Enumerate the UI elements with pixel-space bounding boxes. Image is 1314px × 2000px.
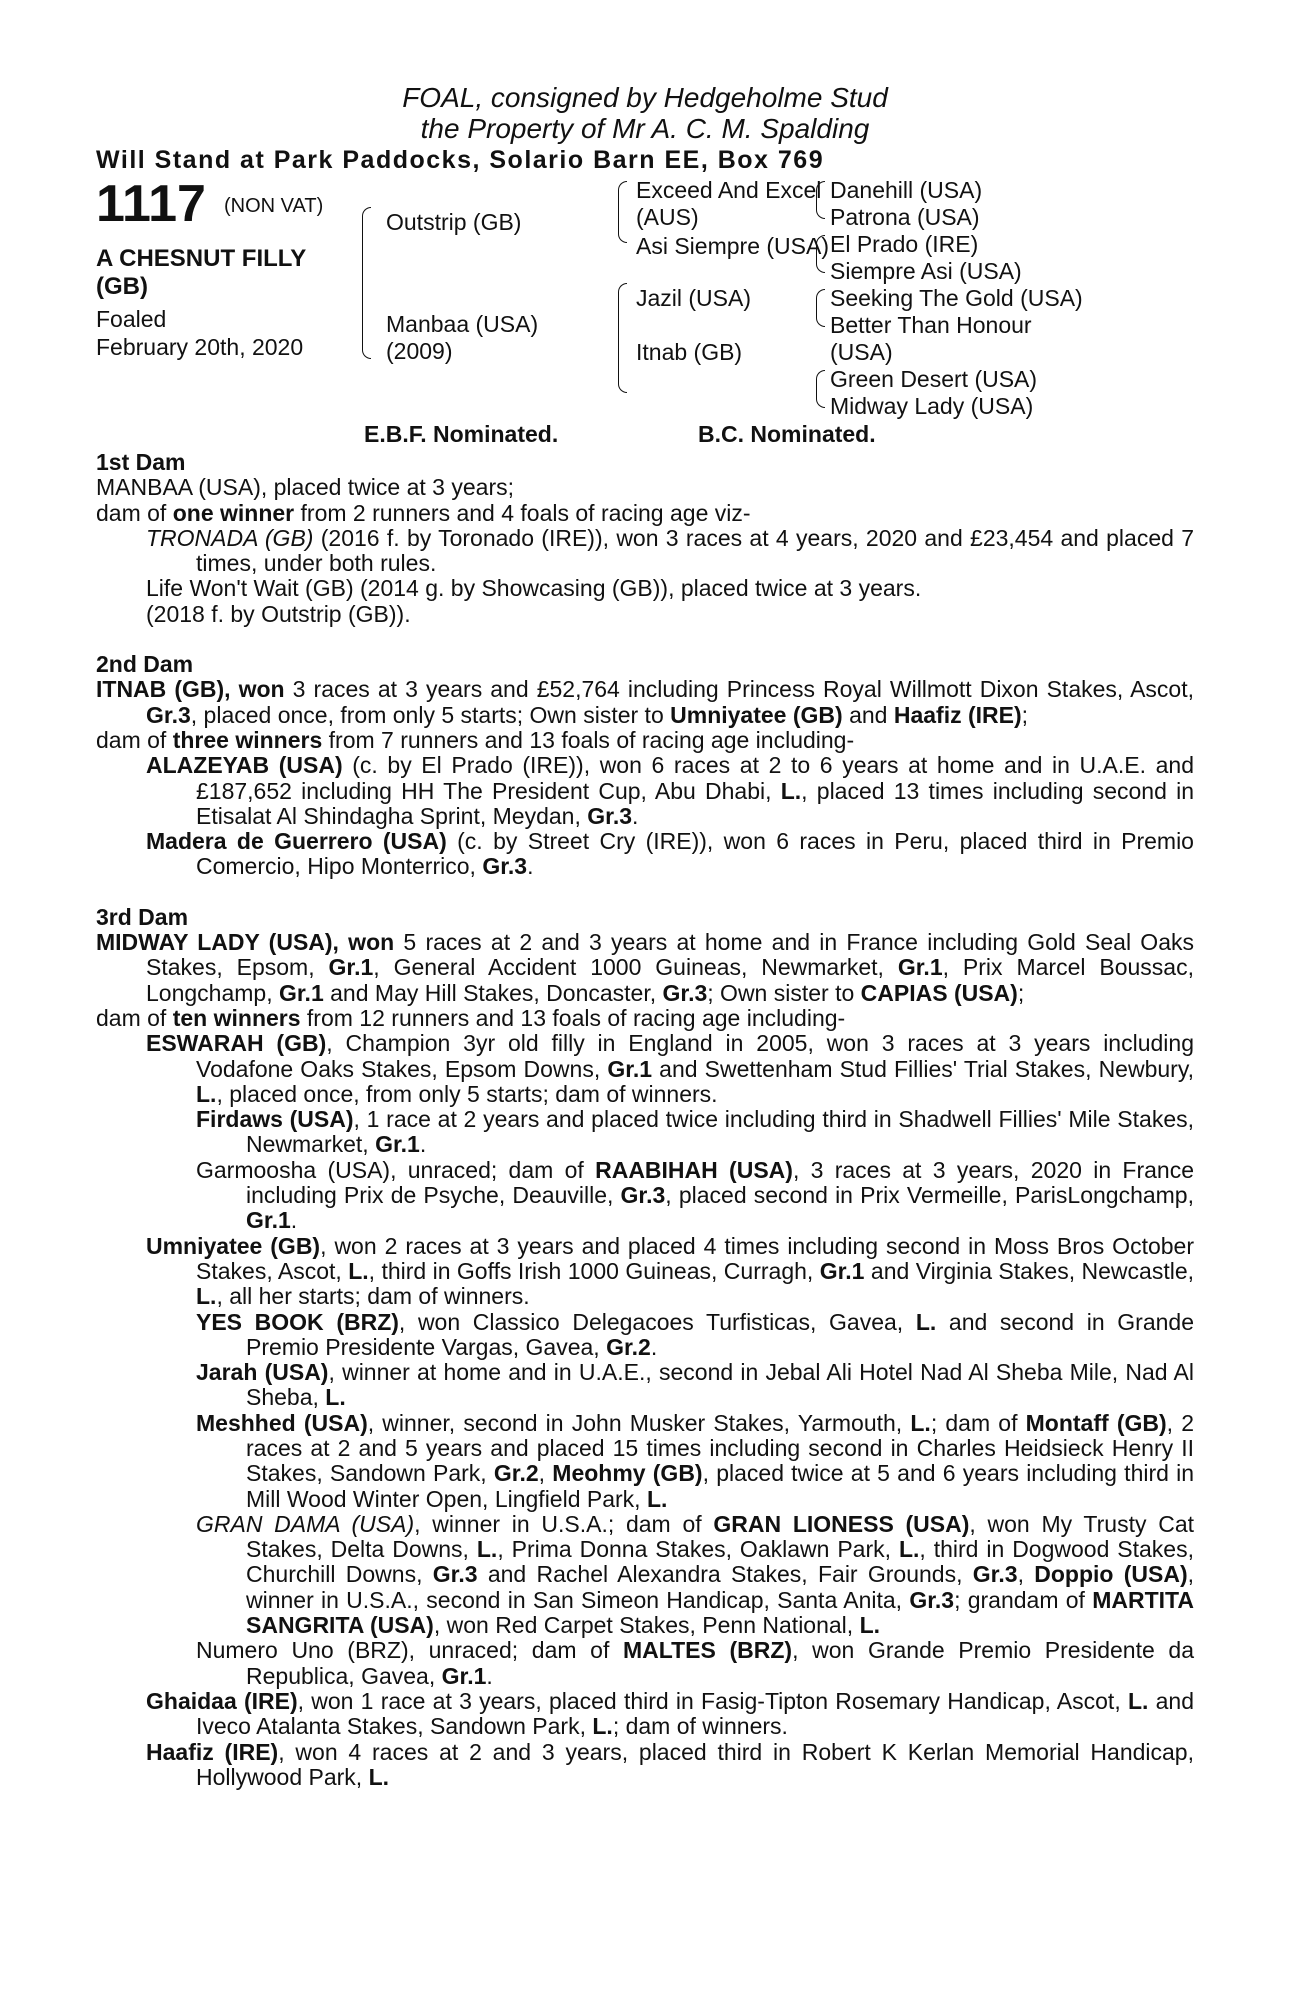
produce-line: dam of one winner from 2 runners and 4 foals of racing age viz-: [96, 499, 751, 526]
grand-produce-entry: GRAN DAMA (USA), winner in U.S.A.; dam of GRAN LIONESS (USA), won My Trusty Cat Stakes, Delta Downs, L., Prima Donna Stakes, Oaklawn Park, L., third in Dogwood Stakes, Churchill Downs, Gr.3 and Rachel Alexandra Stakes, Fair Grounds, Gr.3, Doppio (USA), winner in U.S.A., second in San Simeon Handicap, Santa Anita, Gr.3; grandam of MARTITA SANGRITA (USA), won Red Carpet Stakes, Penn National, L.: [196, 1510, 1195, 1639]
produce-entry: Umniyatee (GB), won 2 races at 3 years and placed 4 times including second in Moss Bros October Stakes, Ascot, L., third in Goffs Irish 1000 Guineas, Curragh, Gr.1 and Virginia Stakes, Newcastle, L., all her starts; dam of winners.: [146, 1232, 1194, 1310]
grand-produce-entry: Firdaws (USA), 1 race at 2 years and placed twice including third in Shadwell Fillies' Mile Stakes, Newmarket, Gr.1.: [196, 1106, 1194, 1158]
grand-produce-entry: Garmoosha (USA), unraced; dam of RAABIHAH (USA), 3 races at 3 years, 2020 in France including Prix de Psyche, Deauville, Gr.3, placed second in Prix Vermeille, ParisLongchamp, Gr.1.: [196, 1156, 1194, 1234]
section-title: 1st Dam: [96, 449, 186, 475]
pedigree-brace: [618, 181, 627, 243]
section-title: 3rd Dam: [96, 903, 189, 930]
sire: Outstrip (GB): [386, 209, 522, 235]
stand-location: Will Stand at Park Paddocks, Solario Barn EE, Box 769: [96, 146, 825, 174]
second-dam-section: [96, 652, 1194, 880]
produce-entry: ALAZEYAB (USA) (c. by El Prado (IRE)), won 6 races at 2 to 6 years at home and in U.A.E. and £187,652 including HH The President Cup, Abu Dhabi, L., placed 13 times including second in Etisalat Al Shindagha Sprint, Meydan, Gr.3.: [146, 752, 1194, 829]
produce-line: dam of three winners from 7 runners and 13 foals of racing age including-: [96, 726, 855, 753]
pedigree-brace: [816, 181, 825, 219]
dam-dam: Itnab (GB): [636, 339, 743, 365]
catalogue-page: [96, 82, 1194, 1790]
dam-sire: Jazil (USA): [636, 285, 752, 311]
produce-entry: Haafiz (IRE), won 4 races at 2 and 3 years, placed third in Robert K Kerlan Memorial Handicap, Hollywood Park, L.: [146, 1738, 1194, 1790]
sss: Danehill (USA): [830, 177, 983, 203]
consignor-header: [96, 82, 1194, 144]
horse-name: A CHESNUT FILLY (GB): [96, 245, 307, 300]
foaled-date: Foaled February 20th, 2020: [96, 306, 304, 360]
consignor-line: FOAL, consigned by Hedgeholme Stud: [402, 82, 888, 113]
produce-entry: ESWARAH (GB), Champion 3yr old filly in England in 2005, won 3 races at 3 years including Vodafone Oaks Stakes, Epsom Downs, Gr.1 and Swettenham Stud Fillies' Trial Stakes, Newbury, L., placed once, from only 5 starts; dam of winners.: [146, 1030, 1195, 1107]
grand-produce-entry: Numero Uno (BRZ), unraced; dam of MALTES (BRZ), won Grande Premio Presidente da Republica, Gavea, Gr.1.: [196, 1637, 1194, 1689]
pedigree-brace: [816, 370, 825, 408]
section-title: 2nd Dam: [96, 651, 194, 678]
lot-pedigree-block: [96, 175, 1194, 450]
lot-number: 1117: [96, 175, 206, 233]
pedigree-brace: [816, 289, 825, 327]
produce-entry: TRONADA (GB) (2016 f. by Toronado (IRE)), won 3 races at 4 years, 2020 and £23,454 and placed 7 times, under both rules.: [146, 524, 1194, 577]
dam-line: MANBAA (USA), placed twice at 3 years;: [96, 474, 514, 501]
ddd: Midway Lady (USA): [830, 393, 1034, 419]
owner-line: the Property of Mr A. C. M. Spalding: [420, 113, 870, 144]
first-dam-section: [96, 450, 1194, 627]
produce-entry: Madera de Guerrero (USA) (c. by Street Cry (IRE)), won 6 races in Peru, placed third in Premio Comercio, Hipo Monterrico, Gr.3.: [146, 828, 1194, 880]
dam: Manbaa (USA) (2009): [386, 311, 539, 364]
grand-produce-entry: YES BOOK (BRZ), won Classico Delegacoes Turfisticas, Gavea, L. and second in Grande Premio Presidente Vargas, Gavea, Gr.2.: [196, 1308, 1195, 1360]
produce-entry: (2018 f. by Outstrip (GB)).: [146, 600, 411, 627]
sds: El Prado (IRE): [830, 231, 979, 257]
dam-line: ITNAB (GB), won 3 races at 3 years and £52,764 including Princess Royal Willmott Dixon Stakes, Ascot, Gr.3, placed once, from only 5 starts; Own sister to Umniyatee (GB) and Haafiz (IRE);: [96, 676, 1194, 728]
ssd: Patrona (USA): [830, 204, 980, 230]
produce-entry: Ghaidaa (IRE), won 1 race at 3 years, placed third in Fasig-Tipton Rosemary Handicap, Ascot, L. and Iveco Atalanta Stakes, Sandown Park, L.; dam of winners.: [146, 1687, 1194, 1740]
pedigree-brace: [362, 207, 371, 359]
grand-produce-entry: Jarah (USA), winner at home and in U.A.E., second in Jebal Ali Hotel Nad Al Sheba Mile, Nad Al Sheba, L.: [196, 1359, 1194, 1411]
dam-line: MIDWAY LADY (USA), won 5 races at 2 and 3 years at home and in France including Gold Seal Oaks Stakes, Epsom, Gr.1, General Accident 1000 Guineas, Newmarket, Gr.1, Prix Marcel Boussac, Longchamp, Gr.1 and May Hill Stakes, Doncaster, Gr.3; Own sister to CAPIAS (USA);: [96, 929, 1194, 1006]
third-dam-section: [96, 905, 1194, 1790]
dds: Green Desert (USA): [830, 366, 1038, 392]
dsd: Better Than Honour (USA): [830, 312, 1032, 365]
vat-status: (NON VAT): [224, 195, 324, 217]
pedigree-brace: [618, 283, 627, 393]
produce-line: dam of ten winners from 12 runners and 13 foals of racing age including-: [96, 1004, 846, 1031]
dss: Seeking The Gold (USA): [830, 285, 1083, 311]
pedigree-brace: [816, 235, 825, 273]
grand-produce-entry: Meshhed (USA), winner, second in John Musker Stakes, Yarmouth, L.; dam of Montaff (GB), 2 races at 2 and 5 years and placed 15 times including second in Charles Heidsieck Henry II Stakes, Sandown Park, Gr.2, Meohmy (GB), placed twice at 5 and 6 years including third in Mill Wood Winter Open, Lingfield Park, L.: [196, 1409, 1195, 1512]
sdd: Siempre Asi (USA): [830, 258, 1022, 284]
sire-sire: Exceed And Excel (AUS): [636, 177, 822, 230]
ebf-nominated: E.B.F. Nominated.: [364, 421, 559, 447]
bc-nominated: B.C. Nominated.: [698, 421, 876, 447]
sire-dam: Asi Siempre (USA): [636, 233, 829, 259]
produce-entry: Life Won't Wait (GB) (2014 g. by Showcasing (GB)), placed twice at 3 years.: [146, 575, 922, 602]
